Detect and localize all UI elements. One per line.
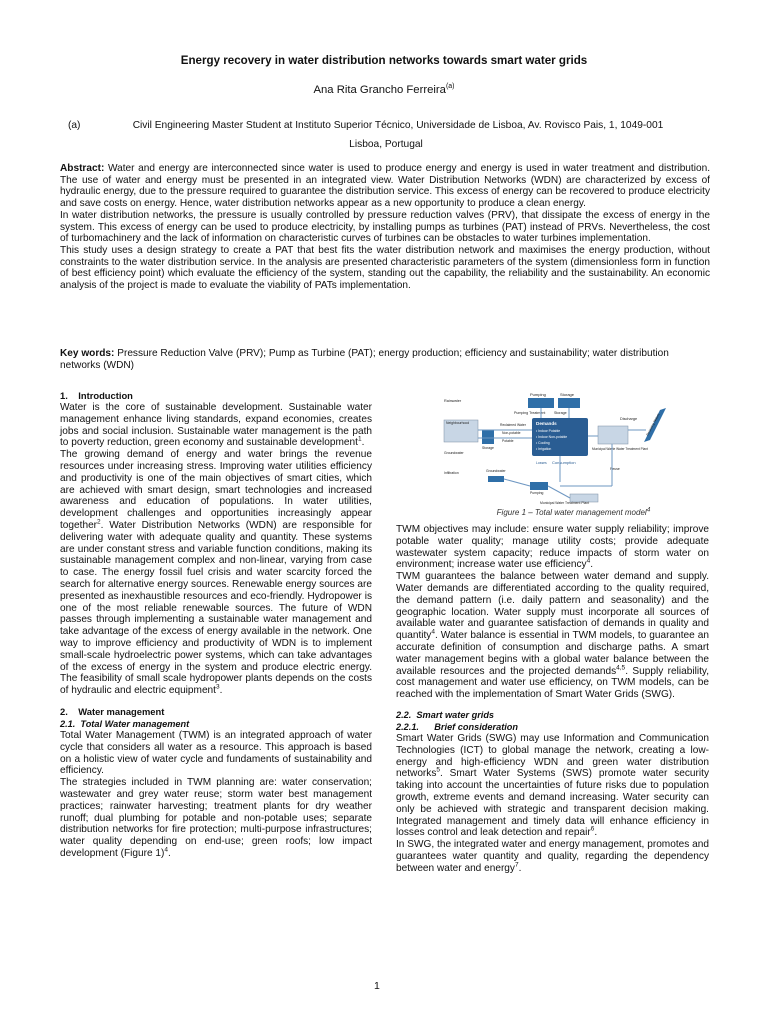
page-number: 1 [374, 980, 380, 992]
abstract-p3: This study uses a design strategy to create a PAT that best fits the water distribution network and maximises the energy production, without constraints to the water distribution service. In the analysis are presented characteristic parameters of the system (dimensionless form in function of best efficiency point) which evaluate the efficiency of the system, standing out the capability, the reliability and the sustainability. An economic analysis of the project is made to evaluate the viability of PATs implementation. [60, 244, 710, 292]
affiliation [66, 116, 706, 154]
right-column [396, 524, 709, 875]
wwtp-box [598, 426, 628, 444]
fig-label-neighbourhood: Neighbourhood [446, 421, 470, 425]
affiliation-line-1: Civil Engineering Master Student at Instituto Superior Técnico, Universidade de Lisboa, Av. Rovisco Pais, 1, 1049-001 [132, 120, 664, 131]
fig-label-d1: • Indoor Potable [536, 429, 561, 433]
fig-label-reclaimed: Reclaimed Water [500, 423, 526, 427]
fig-label-discharge: Discharge [620, 417, 638, 421]
author-line [40, 84, 728, 96]
groundwater-box [488, 476, 504, 482]
section-1-p2: The growing demand of energy and water brings the revenue resources under increasing stress. Improving water utilities efficiency and productivity is one of the main objectives of smart cities, which are achieved with smart design, smart technologies and increased awareness and education of populations. In water utilities, development challenges and opportunities increasingly appear together$^2$. Water Distribution Networks (WDN) are responsible for delivering water with adequate quality and quantity. These systems are under constant stress and variable function conditions, making its sustainable management complex and non-linear, varying from case to case. The energy fossil fuel crisis and water scarcity forced the search for alternative energy sources. Renewable energy sources are presented as inexhaustible resources and eco-friendly. Hydropower is one of the most reliable renewable sources. The future of WDN passes through implementing a sustainable water management and take advantage of the excess of energy available in the network. One way to improve efficiency and productivity of WDN is to implement small-scale hydroelectric power systems, which can take advantages of the excess of energy in the system and produce electric energy. The feasibility of small scale hydropower plants depends on the costs of hydraulic and electric equipment$^3$. [60, 449, 372, 697]
abstract-label: Abstract: [60, 163, 105, 174]
keywords-text: Pressure Reduction Valve (PRV); Pump as Turbine (PAT); energy production; efficiency and sustainability; water distribution networks (WDN) [60, 348, 669, 371]
left-column [60, 390, 372, 860]
section-1-p1: Water is the core of sustainable development. Sustainable water management enhance living standards, expand economies, creates jobs and social inclusion. Sustainable water management is the path to poverty reduction, green economy and sustainable development$^1$. [60, 402, 372, 449]
fig-label-potable: Potable [502, 439, 514, 443]
fig-label-storage3: Storage [482, 446, 494, 450]
keywords-label: Key words: [60, 348, 115, 359]
fig-label-pumping-treatment: Pumping Treatment [514, 411, 546, 415]
fig-label-losses: Losses [536, 461, 547, 465]
abstract-p1: Water and energy are interconnected since water is used to produce energy and energy is used in water treatment and distribution. The use of water and energy must be presented in an integrated view. Water Distribution Networks (WDN) are characterized by excess of hydraulic energy, due to the pressure required to guarantee the distribution service. This excess of energy can be recovered to produce electricity and save costs on energy. Hence, water distribution networks appear as a new opportunity to produce a clean energy. [60, 163, 710, 210]
section-2-2-heading: 2.2. Smart water grids [396, 709, 495, 720]
abstract-p2: In water distribution networks, the pressure is usually controlled by pressure reduction valves (PRV), that dissipate the excess of energy in the system. This excess of energy can be used to produce electricity, by installing pumps as turbines (PAT) instead of PRVs. Nevertheless, the cost of turbomachinery and the lack of information on characteristic curves of turbines can be obstacles to water turbines implementation. [60, 209, 710, 245]
right-p4: In SWG, the integrated water and energy management, promotes and guarantees water quantity and quality, regarding the dependency between water and energy$^7$. [396, 839, 709, 874]
right-p2: TWM guarantees the balance between water demand and supply. Water demands are differentiated according to the quality required, the demand pattern (i.e. daily pattern and seasonality) and the geographic location. Water supply must incorporate all sources of available water and guarantee satisfaction of demands in quality and quantity$^4$. Water balance is essential in TWM models, to guarantee an accurate definition of consumption and discharge paths. A smart water management begins with a global water balance between the available resources and the projected demands$^{4,5}$. Supply reliability, cost management and water use efficiency, on TWM models, can be reached with the implementation of Smart Water Grids (SWG). [396, 571, 709, 701]
right-p3: Smart Water Grids (SWG) may use Information and Communication Technologies (ICT) to global manage the network, creating a low-energy and high-efficiency WDN and green water distribution networks$^5$. Smart Water Systems (SWS) promote water security taking into account the uncertainties of future risks due to population growth, extreme events and demand increasing. Water security can only be achieved with strategic and transparent decision making. Integrated management and timely data will enhance efficiency in losses control and leak detection and repair$^6$. [396, 732, 709, 839]
section-2-heading: 2. Water management [60, 705, 165, 717]
total-water-management-figure [440, 390, 676, 506]
fig-label-infiltration: Infiltration [444, 471, 459, 475]
paper-title: Energy recovery in water distribution networks towards smart water grids [180, 54, 588, 67]
fig-label-receiving: Receiving Waters [645, 412, 661, 437]
fig-label-consumption: Consumption [552, 460, 576, 465]
fig-label-non-potable: Non-potable [502, 431, 521, 435]
storage-box [558, 398, 580, 408]
fig-label-groundwater-bottom: Groundwater [486, 469, 506, 473]
pumping-box [528, 398, 554, 408]
fig-label-demands: Demands [536, 421, 557, 426]
fig-label-d2: • Indoor Non-potable [536, 435, 568, 439]
figure-caption: Figure 1 – Total water management model$^4$ [496, 506, 651, 517]
affiliation-mark: (a) [68, 120, 81, 131]
section-2-1-p1: Total Water Management (TWM) is an integrated approach of water cycle that considers all water as a resource. This approach is based on a holistic view of water cycle and fundaments of sustainability and efficiency. [60, 729, 372, 777]
right-p1: TWM objectives may include: ensure water supply reliability; improve potable water quality; manage utility costs; provide adequate wastewater system capacity; reduce impacts of storm water on environment; increase water use efficiency$^4$. [396, 524, 709, 571]
fig-label-reuse: Reuse [610, 467, 620, 471]
author-mark: (a) [445, 83, 455, 91]
pumping2-box [530, 482, 548, 490]
fig-label-d3: • Cooling [536, 441, 550, 445]
fig-label-pumping2: Pumping [530, 491, 544, 495]
abstract [60, 163, 710, 292]
section-2-1-heading: 2.1. Total Water management [60, 718, 190, 729]
fig-label-d4: • Irrigation [536, 447, 552, 451]
fig-label-storage: Storage [560, 392, 575, 397]
fig-label-storage2: Storage [554, 411, 567, 415]
section-2-1-p2: The strategies included in TWM planning are: water conservation; wastewater and grey water reuse; storm water best management practices; rainwater harvesting; treatment plants for dry weather runoff; dual plumbing for potable and non-potable uses; separate distribution networks for fire protection; multi-purpose infrastructures; water quality depending on end-use; green roofs; low impact development (Figure 1)$^4$. [60, 777, 372, 859]
section-1-heading: 1. Introduction [60, 390, 133, 401]
fig-label-rainwater: Rainwater [444, 399, 462, 403]
author-name: Ana Rita Grancho Ferreira [313, 84, 446, 96]
storage3-box [482, 430, 494, 444]
fig-label-groundwater-left: Groundwater [444, 451, 464, 455]
keywords [60, 348, 710, 372]
fig-label-municipal-ww: Municipal Waste Water Treatment Plant [592, 447, 648, 451]
fig-label-municipal-water: Municipal Water Treatment Plant [540, 501, 590, 505]
section-2-2-1-heading: 2.2.1. Brief consideration [396, 721, 519, 732]
affiliation-line-2: Lisboa, Portugal [349, 139, 423, 150]
fig-label-pumping: Pumping [530, 392, 546, 397]
